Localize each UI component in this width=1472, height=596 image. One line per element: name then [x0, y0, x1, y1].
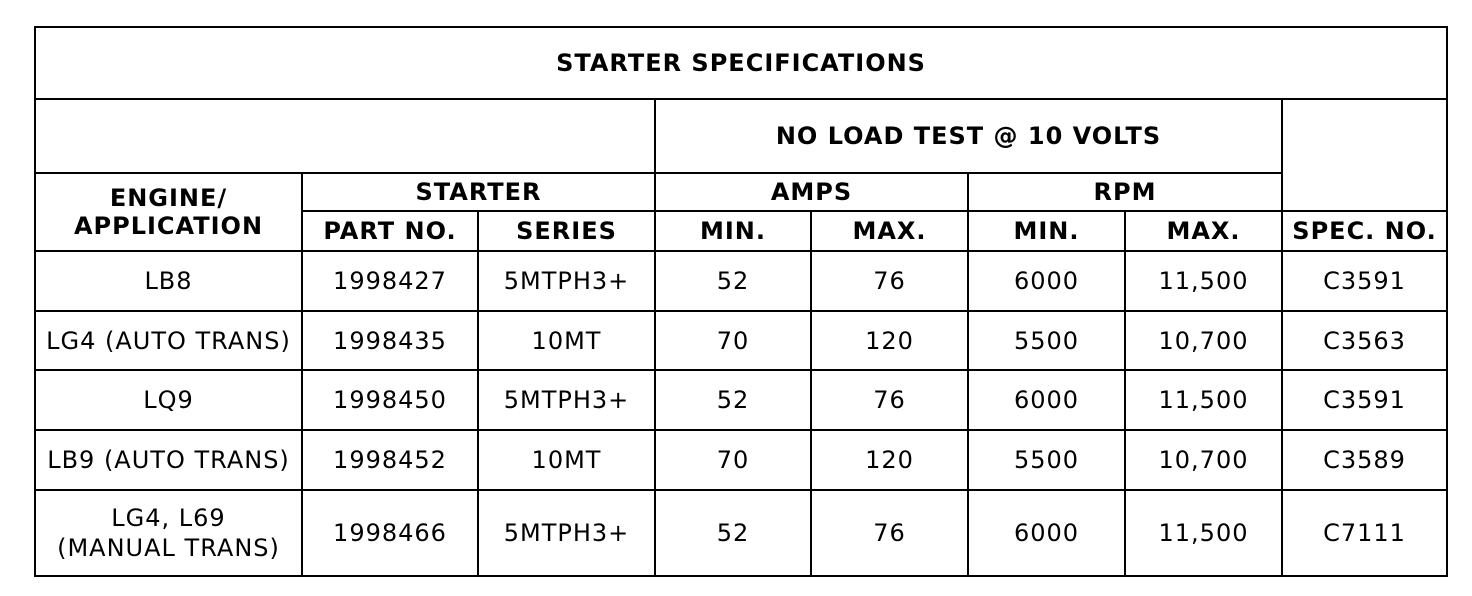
amps-max-header: MAX.: [811, 211, 968, 251]
amps-max-cell: 120: [811, 430, 968, 490]
engine-cell: LB9 (AUTO TRANS): [35, 430, 302, 490]
table-row: [35, 311, 1447, 370]
rpm-max-cell: 11,500: [1125, 370, 1282, 430]
engine-cell: LB8: [35, 251, 302, 311]
table-title: STARTER SPECIFICATIONS: [35, 27, 1447, 99]
amps-max-cell: 76: [811, 251, 968, 311]
rpm-max-cell: 11,500: [1125, 251, 1282, 311]
table-row: [35, 430, 1447, 490]
rpm-min-cell: 5500: [968, 311, 1125, 370]
engine-application-header: [35, 173, 302, 251]
amps-max-cell: 120: [811, 311, 968, 370]
engine-cell: LG4 (AUTO TRANS): [35, 311, 302, 370]
amps-min-cell: 70: [655, 311, 811, 370]
part-no-header: PART NO.: [302, 211, 478, 251]
rpm-max-cell: 10,700: [1125, 430, 1282, 490]
spec-no-cell: C3589: [1282, 430, 1447, 490]
part-no-cell: 1998452: [302, 430, 478, 490]
header-blank-cell: [35, 99, 655, 173]
table-row: [35, 370, 1447, 430]
series-cell: 5MTPH3+: [478, 370, 655, 430]
amps-min-cell: 52: [655, 251, 811, 311]
amps-min-cell: 52: [655, 370, 811, 430]
engine-header-line2: APPLICATION: [73, 212, 264, 240]
series-cell: 5MTPH3+: [478, 251, 655, 311]
amps-min-cell: 52: [655, 490, 811, 576]
table-row: [35, 490, 1447, 576]
rpm-min-cell: 6000: [968, 370, 1125, 430]
engine-cell: LG4, L69 (MANUAL TRANS): [35, 490, 302, 576]
part-no-cell: 1998427: [302, 251, 478, 311]
rpm-max-header: MAX.: [1125, 211, 1282, 251]
rpm-min-cell: 6000: [968, 251, 1125, 311]
part-no-cell: 1998466: [302, 490, 478, 576]
starter-header: STARTER: [302, 173, 655, 211]
series-cell: 10MT: [478, 311, 655, 370]
part-no-cell: 1998450: [302, 370, 478, 430]
amps-min-cell: 70: [655, 430, 811, 490]
engine-header-line1: ENGINE/: [109, 184, 228, 212]
spec-no-header-mid: [1282, 173, 1447, 211]
rpm-min-cell: 5500: [968, 430, 1125, 490]
spec-no-cell: C3591: [1282, 251, 1447, 311]
series-cell: 10MT: [478, 430, 655, 490]
spec-no-cell: C3591: [1282, 370, 1447, 430]
rpm-min-header: MIN.: [968, 211, 1125, 251]
amps-header: AMPS: [655, 173, 968, 211]
spec-no-cell: C7111: [1282, 490, 1447, 576]
amps-max-cell: 76: [811, 370, 968, 430]
amps-max-cell: 76: [811, 490, 968, 576]
rpm-header: RPM: [968, 173, 1282, 211]
table-row: [35, 251, 1447, 311]
series-header: SERIES: [478, 211, 655, 251]
starter-specifications-table: [34, 26, 1448, 577]
rpm-max-cell: 11,500: [1125, 490, 1282, 576]
rpm-max-cell: 10,700: [1125, 311, 1282, 370]
spec-no-cell: C3563: [1282, 311, 1447, 370]
amps-min-header: MIN.: [655, 211, 811, 251]
engine-cell: LQ9: [35, 370, 302, 430]
spec-no-header: SPEC. NO.: [1282, 211, 1447, 251]
spec-no-header-top: [1282, 99, 1447, 173]
rpm-min-cell: 6000: [968, 490, 1125, 576]
series-cell: 5MTPH3+: [478, 490, 655, 576]
part-no-cell: 1998435: [302, 311, 478, 370]
no-load-test-header: NO LOAD TEST @ 10 VOLTS: [655, 99, 1282, 173]
